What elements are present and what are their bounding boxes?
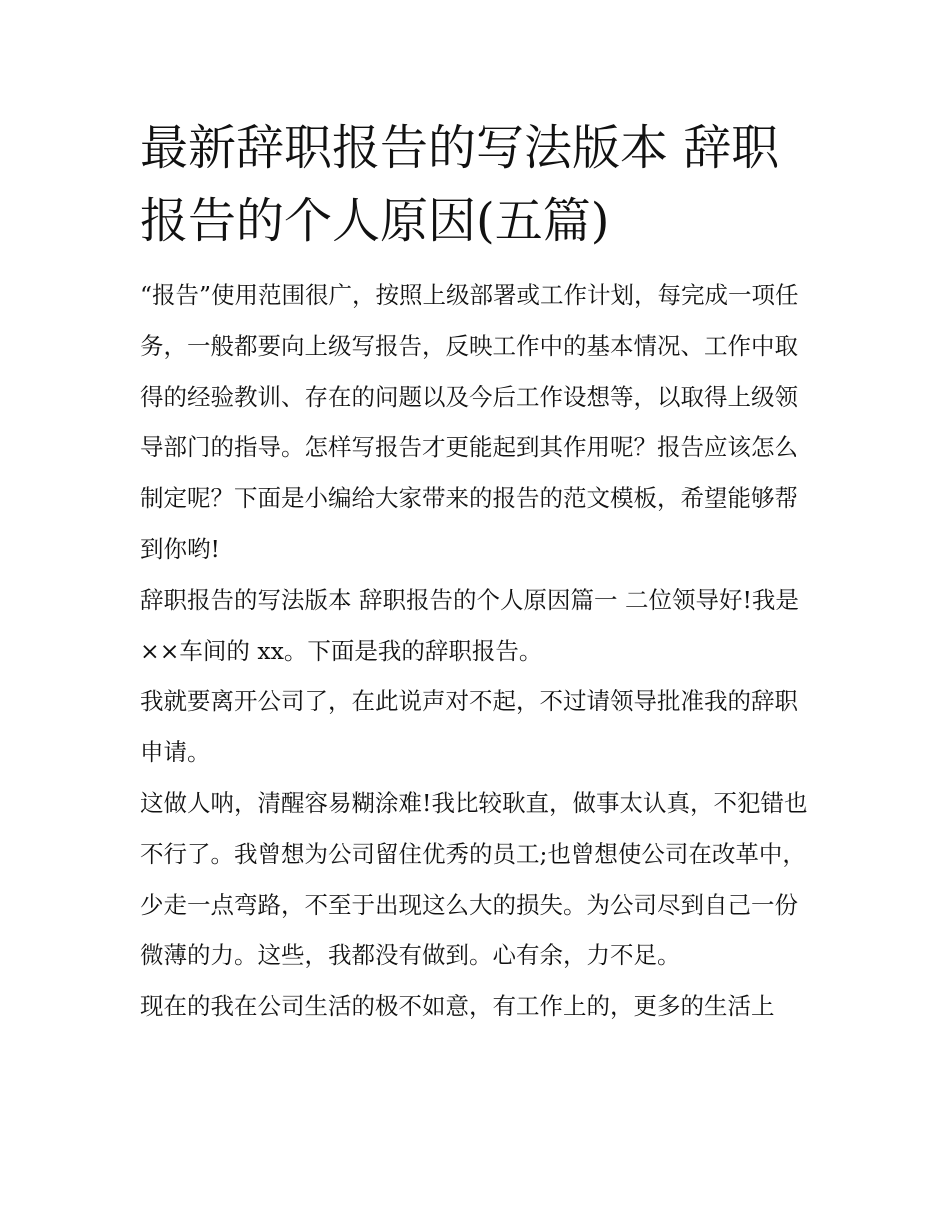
reason-paragraph: 这做人呐，清醒容易糊涂难!我比较耿直，做事太认真，不犯错也不行了。我曾想为公司留住优秀的员工;也曾想使公司在改革中，少走一点弯路，不至于出现这么大的损失。为公司尽到自己一份微薄的力。这些，我都没有做到。心有余，力不足。 <box>140 788 808 970</box>
paragraph-list <box>140 270 815 1032</box>
intro-paragraph: “报告”使用范围很广，按照上级部署或工作计划，每完成一项任务，一般都要向上级写报告，反映工作中的基本情况、工作中取得的经验教训、存在的问题以及今后工作设想等，以取得上级领导部门的指导。怎样写报告才更能起到其作用呢？报告应该怎么制定呢？下面是小编给大家带来的报告的范文模板，希望能够帮到你哟! <box>140 281 799 563</box>
document-body <box>140 112 815 1032</box>
continued-paragraph: 现在的我在公司生活的极不如意，有工作上的，更多的生活上 <box>140 992 775 1021</box>
letter-opening-paragraph: 辞职报告的写法版本 辞职报告的个人原因篇一 二位领导好!我是××车间的 xx。下面是我的辞职报告。 <box>140 585 799 665</box>
document-title: 最新辞职报告的写法版本 辞职报告的个人原因(五篇) <box>140 120 780 249</box>
resignation-request-paragraph: 我就要离开公司了，在此说声对不起，不过请领导批准我的辞职申请。 <box>140 687 798 767</box>
